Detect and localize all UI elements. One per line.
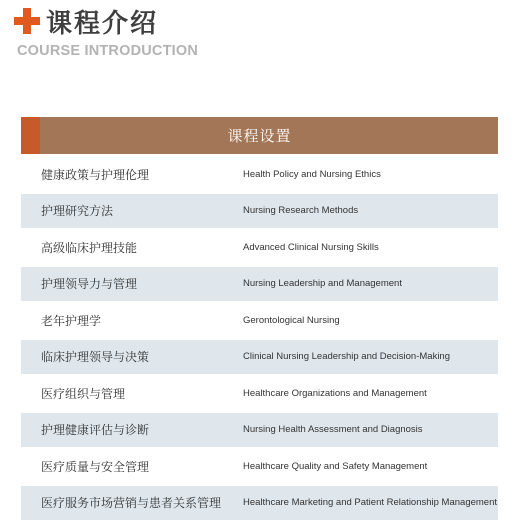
table-header-label: 课程设置 (227, 127, 292, 145)
course-name-zh: 老年护理学 (41, 313, 102, 328)
title-row (14, 4, 198, 38)
table-header (21, 117, 498, 154)
table-row (21, 340, 498, 374)
course-name-en: Clinical Nursing Leadership and Decision-Making (243, 351, 450, 362)
course-name-en: Healthcare Marketing and Patient Relationship Management (243, 497, 498, 508)
page-title: 课程介绍 (46, 8, 159, 39)
table-row (21, 267, 498, 301)
table-row (21, 486, 498, 520)
course-name-zh: 健康政策与护理伦理 (41, 167, 150, 182)
table-row (21, 413, 498, 447)
course-name-en: Nursing Leadership and Management (243, 278, 402, 289)
table-row (21, 230, 498, 264)
plus-icon (14, 8, 40, 34)
table-row (21, 157, 498, 191)
table-row (21, 376, 498, 410)
course-name-en: Advanced Clinical Nursing Skills (243, 241, 379, 253)
course-name-zh: 护理健康评估与诊断 (41, 423, 150, 437)
table-row (21, 449, 498, 483)
course-name-en: Gerontological Nursing (243, 314, 340, 326)
course-name-zh: 护理领导力与管理 (41, 277, 138, 291)
course-name-en: Healthcare Organizations and Management (243, 387, 427, 399)
course-rows (21, 157, 498, 520)
table-row (21, 194, 498, 228)
course-name-zh: 医疗组织与管理 (41, 386, 126, 401)
course-name-en: Nursing Health Assessment and Diagnosis (243, 424, 423, 435)
table-row (21, 303, 498, 337)
course-name-en: Healthcare Quality and Safety Management (243, 460, 428, 472)
course-name-zh: 高级临床护理技能 (41, 240, 138, 255)
course-name-zh: 医疗质量与安全管理 (41, 459, 150, 474)
table-header-accent (21, 117, 40, 154)
course-name-zh: 医疗服务市场营销与患者关系管理 (41, 496, 222, 510)
course-table (21, 117, 498, 522)
page-subtitle: COURSE INTRODUCTION (17, 43, 199, 59)
course-name-zh: 护理研究方法 (41, 204, 114, 218)
course-name-en: Health Policy and Nursing Ethics (243, 168, 381, 180)
course-name-en: Nursing Research Methods (243, 205, 359, 216)
course-name-zh: 临床护理领导与决策 (41, 350, 150, 364)
section-header (14, 4, 198, 59)
